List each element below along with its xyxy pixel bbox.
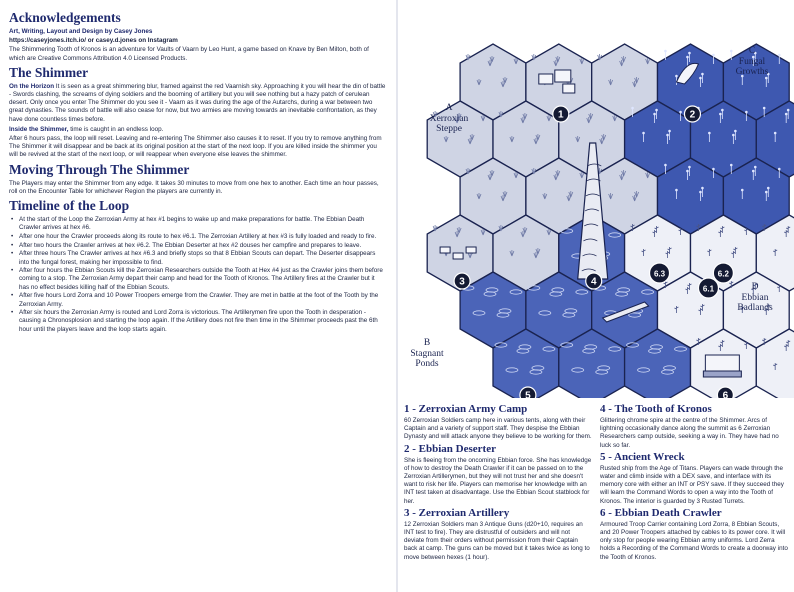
fungus-cap [631, 107, 634, 110]
fungus-cap [699, 77, 702, 80]
ack-body: The Shimmering Tooth of Kronos is an adventure for Vaults of Vaarn by Leo Hunt, a game based on Knave by Ben Milton, both of which are Creative Commons Attribution 4.0 Licensed Products. [9, 46, 369, 62]
timeline-list [9, 216, 386, 334]
hex-number-label: 3 [459, 276, 465, 288]
timeline-item: • After one hour the Crawler proceeds along its route to hex #6.1. The Zerroxian Artillery at hex #3 is fully loaded and ready to fire. [9, 233, 386, 241]
hex-number-label: 6.1 [702, 284, 715, 294]
fungus-cap [787, 109, 790, 112]
region-d-name1: Ebbian [741, 292, 769, 303]
army-tent [563, 84, 575, 93]
region-c-label [712, 46, 792, 78]
fungus-cap [708, 132, 711, 135]
region-a-name2: Steppe [436, 124, 462, 134]
hex-number-label: 4 [590, 276, 597, 288]
fungus-cap [688, 166, 691, 169]
key-3-body: 12 Zerroxian Soldiers man 3 Antique Guns (d20+10, requires an INT test to fire). They are distrustful of outsiders and will not deviate from their orders without permission from their Captain back at camp. The guns can be moved but it takes twice as long to move between hexes (1 hour). [404, 520, 590, 561]
region-c-name2: Growths [735, 67, 769, 77]
timeline-item: • At the start of the Loop the Zerroxian Army at hex #1 begins to wake up and make preparations for battle. The Ebbian Death Crawler arrives at hex #6. [9, 216, 386, 232]
right-page [398, 0, 794, 592]
timeline-item: • After six hours the Zerroxian Army is routed and Lord Zorra is victorious. The Artillerymen fire upon the Tooth in desperation - causing a Chronosplosion and starting the loop again. If the Artillery does not fire then time in the Shimmer proceeds past the 6th hour until the players leave and the loop starts again. [9, 309, 386, 334]
horizon-para [9, 83, 386, 124]
hex-map [398, 0, 794, 398]
artillery-gun [453, 253, 463, 259]
fungus-cap [679, 111, 682, 114]
army-tent [555, 70, 571, 82]
left-page [0, 0, 396, 592]
region-a-label [406, 103, 492, 135]
key-2-title: 2 - Ebbian Deserter [404, 442, 496, 455]
fungus-cap [719, 113, 722, 116]
region-c-name1: Fungal [738, 56, 766, 67]
timeline-item: • After three hours The Crawler arrives at hex #6.3 and briefly stops so that 8 Ebbian Scouts can depart. The Deserter disappears into the fungal forest, making her impossible to find. [9, 250, 386, 266]
ack-credit: Art, Writing, Layout and Design by Casey Jones [9, 28, 153, 35]
fungus-cap [699, 191, 702, 194]
fungus-cap [767, 187, 770, 190]
ack-heading: Acknowledgements [9, 10, 121, 25]
hex-number-label: 1 [558, 109, 564, 121]
timeline-heading: Timeline of the Loop [9, 198, 130, 214]
fungus-cap [668, 130, 671, 133]
key-column-left [404, 402, 592, 563]
horizon-lead: On the Horizon [9, 82, 55, 90]
timeline-item: • After four hours the Ebbian Scouts kill the Zerroxian Researchers outside the Tooth at Hex #4 just as the Crawler joins them before coming to a stop. The Zerroxian Army depart their camp and head for the Tooth of Kronos. The Artillery fires at the Crawler but it has no effect besides killing half of the Ebbian Scouts. [9, 267, 386, 292]
key-6-body: Armoured Troop Carrier containing Lord Zorra, 8 Ebbian Scouts, and 20 Power Troopers attached by cables to its power core. It will only stop for people wearing Ebbian army uniforms. Lord Zerra holds a Recording of the Command Words to create a doorway into the Tooth of Kronos. [600, 520, 788, 561]
region-a-letter: A [445, 103, 453, 113]
region-d-label [716, 282, 794, 314]
region-b-name1: Stagnant [410, 348, 444, 359]
fungus-cap [763, 107, 766, 110]
fungus-cap [774, 132, 777, 135]
fungus-cap [701, 73, 704, 76]
fungus-cap [754, 166, 757, 169]
inside-lead: Inside the Shimmer, [9, 125, 69, 133]
region-b-letter: B [423, 338, 431, 348]
ack-links[interactable]: https://caseyjones.itch.io/ or casey.d.jones on Instagram [9, 37, 178, 45]
hex-number-label: 6 [722, 390, 729, 398]
region-c-letter: C [748, 46, 756, 56]
moving-heading: Moving Through The Shimmer [9, 161, 190, 177]
moving-body: The Players may enter the Shimmer from any edge. It takes 30 minutes to move from one hex to another. Each time an hour passes, roll on the Encounter Table for whichever Region the players are currently in. [9, 179, 379, 195]
key-5-title: 5 - Ancient Wreck [600, 450, 685, 463]
fungus-cap [675, 189, 678, 192]
timeline-item: • After five hours Lord Zorra and 10 Power Troopers emerge from the Crawler. They are met in battle at the foot of the Tooth by the Zerroxian Army. [9, 292, 386, 308]
fungus-cap [701, 187, 704, 190]
fungus-cap [730, 164, 733, 167]
inside-text: time is caught in an endless loop. [70, 125, 164, 133]
region-d-letter: D [751, 282, 759, 292]
timeline-item: • After two hours the Crawler arrives at hex #6.2. The Ebbian Deserter at hex #2 douses her campfire and prepares to leave. [9, 242, 386, 250]
after-para: After 6 hours pass, the loop will reset. Leaving and re-entering The Shimmer also causes it to reset. If you try to remove anything from The Shimmer it will disappear and be back at its original position at the start of the next loop. If you are killed inside the shimmer you will be revived at the start of the next loop, or will reappear when everyone else leaves the shimmer. [9, 135, 382, 159]
key-5-body: Rusted ship from the Age of Titans. Players can wade through the water and climb inside with a DEX save, and interface with its memory core with either an INT or PSY save. If they succeed they will learn the Command Words to open a way into the Tooth of Kronos. The interior is guarded by 3 Rusted Turrets. [600, 464, 784, 505]
artillery-gun [440, 247, 450, 253]
fungus-cap [745, 111, 748, 114]
hex-number-label: 2 [689, 109, 696, 121]
key-4-title: 4 - The Tooth of Kronos [600, 403, 712, 415]
fungus-cap [686, 170, 689, 173]
fungus-cap [642, 132, 645, 135]
fungus-cap [675, 75, 678, 78]
region-b-label [398, 338, 470, 370]
death-crawler [705, 355, 739, 371]
region-d-name2: Badlands [737, 303, 773, 313]
fungus-cap [688, 52, 691, 55]
fungus-cap [653, 113, 656, 116]
fungus-cap [666, 134, 669, 137]
crawler-tracks [703, 371, 741, 377]
fungus-cap [734, 130, 737, 133]
fungus-cap [712, 168, 715, 171]
fungus-cap [721, 109, 724, 112]
fungus-cap [741, 189, 744, 192]
key-1-body: 60 Zerroxian Soldiers camp here in various tents, along with their Captain and a variety of support staff. They despise the Ebbian Dynasty and will attack anyone they believe to be working for them. [404, 417, 592, 441]
artillery-gun [466, 247, 476, 253]
hex-number-label: 5 [525, 390, 531, 398]
key-1-title: 1 - Zerroxian Army Camp [404, 403, 528, 415]
inside-para [9, 126, 386, 134]
fungus-cap [765, 191, 768, 194]
key-6-title: 6 - Ebbian Death Crawler [600, 506, 722, 519]
fungus-cap [664, 164, 667, 167]
fungus-cap [655, 109, 658, 112]
fungus-cap [778, 168, 781, 171]
fungus-cap [686, 56, 689, 59]
region-a-name1: Xerroxian [429, 113, 469, 124]
hex-number-label: 6.2 [717, 269, 729, 279]
key-columns [398, 402, 794, 592]
key-column-right [600, 402, 788, 563]
army-tent [539, 74, 553, 84]
region-b-name2: Ponds [415, 359, 439, 369]
horizon-text: It is seen as a great shimmering blur, framed against the red Vaarnish sky. Approaching it you will hear the din of battle - Swords clashing, the screams of dying soldiers and the booming of artillery but you will see nothing but a hazy patch of cerulean desert. Only once you enter The Shimmer do you see it - Vaarn as it was during the age of the Autarchs, during a war between two great dynasties. The sounds of battle will also cease for now, but two armies are moving towards an inevitable confrontation, as they have done countless times before. [9, 82, 386, 123]
key-3-title: 3 - Zerroxian Artillery [404, 506, 510, 519]
key-2-body: She is fleeing from the oncoming Ebbian force. She has knowledge of how to destroy the Death Crawler if it can be passed on to the Zerroxian Artillerymen, but they will not trust her and she doesn't want to risk her life. Players can memorise her knowledge with an INT test taken at disadvantage. Use the Ebbian Scout statblock for her. [404, 456, 592, 505]
fungus-cap [752, 170, 755, 173]
hex-number-label: 6.3 [653, 269, 666, 279]
fungus-cap [785, 113, 788, 116]
key-4-body: Glittering chrome spire at the centre of the Shimmer. Arcs of lightning occasionally dance along the summit as 6 Zerroxian Researchers camp outside, seeking a way in. They have had no luck so far. [600, 417, 779, 449]
fungus-cap [664, 50, 667, 53]
fungus-cap [732, 134, 735, 137]
shimmer-heading: The Shimmer [9, 64, 89, 80]
